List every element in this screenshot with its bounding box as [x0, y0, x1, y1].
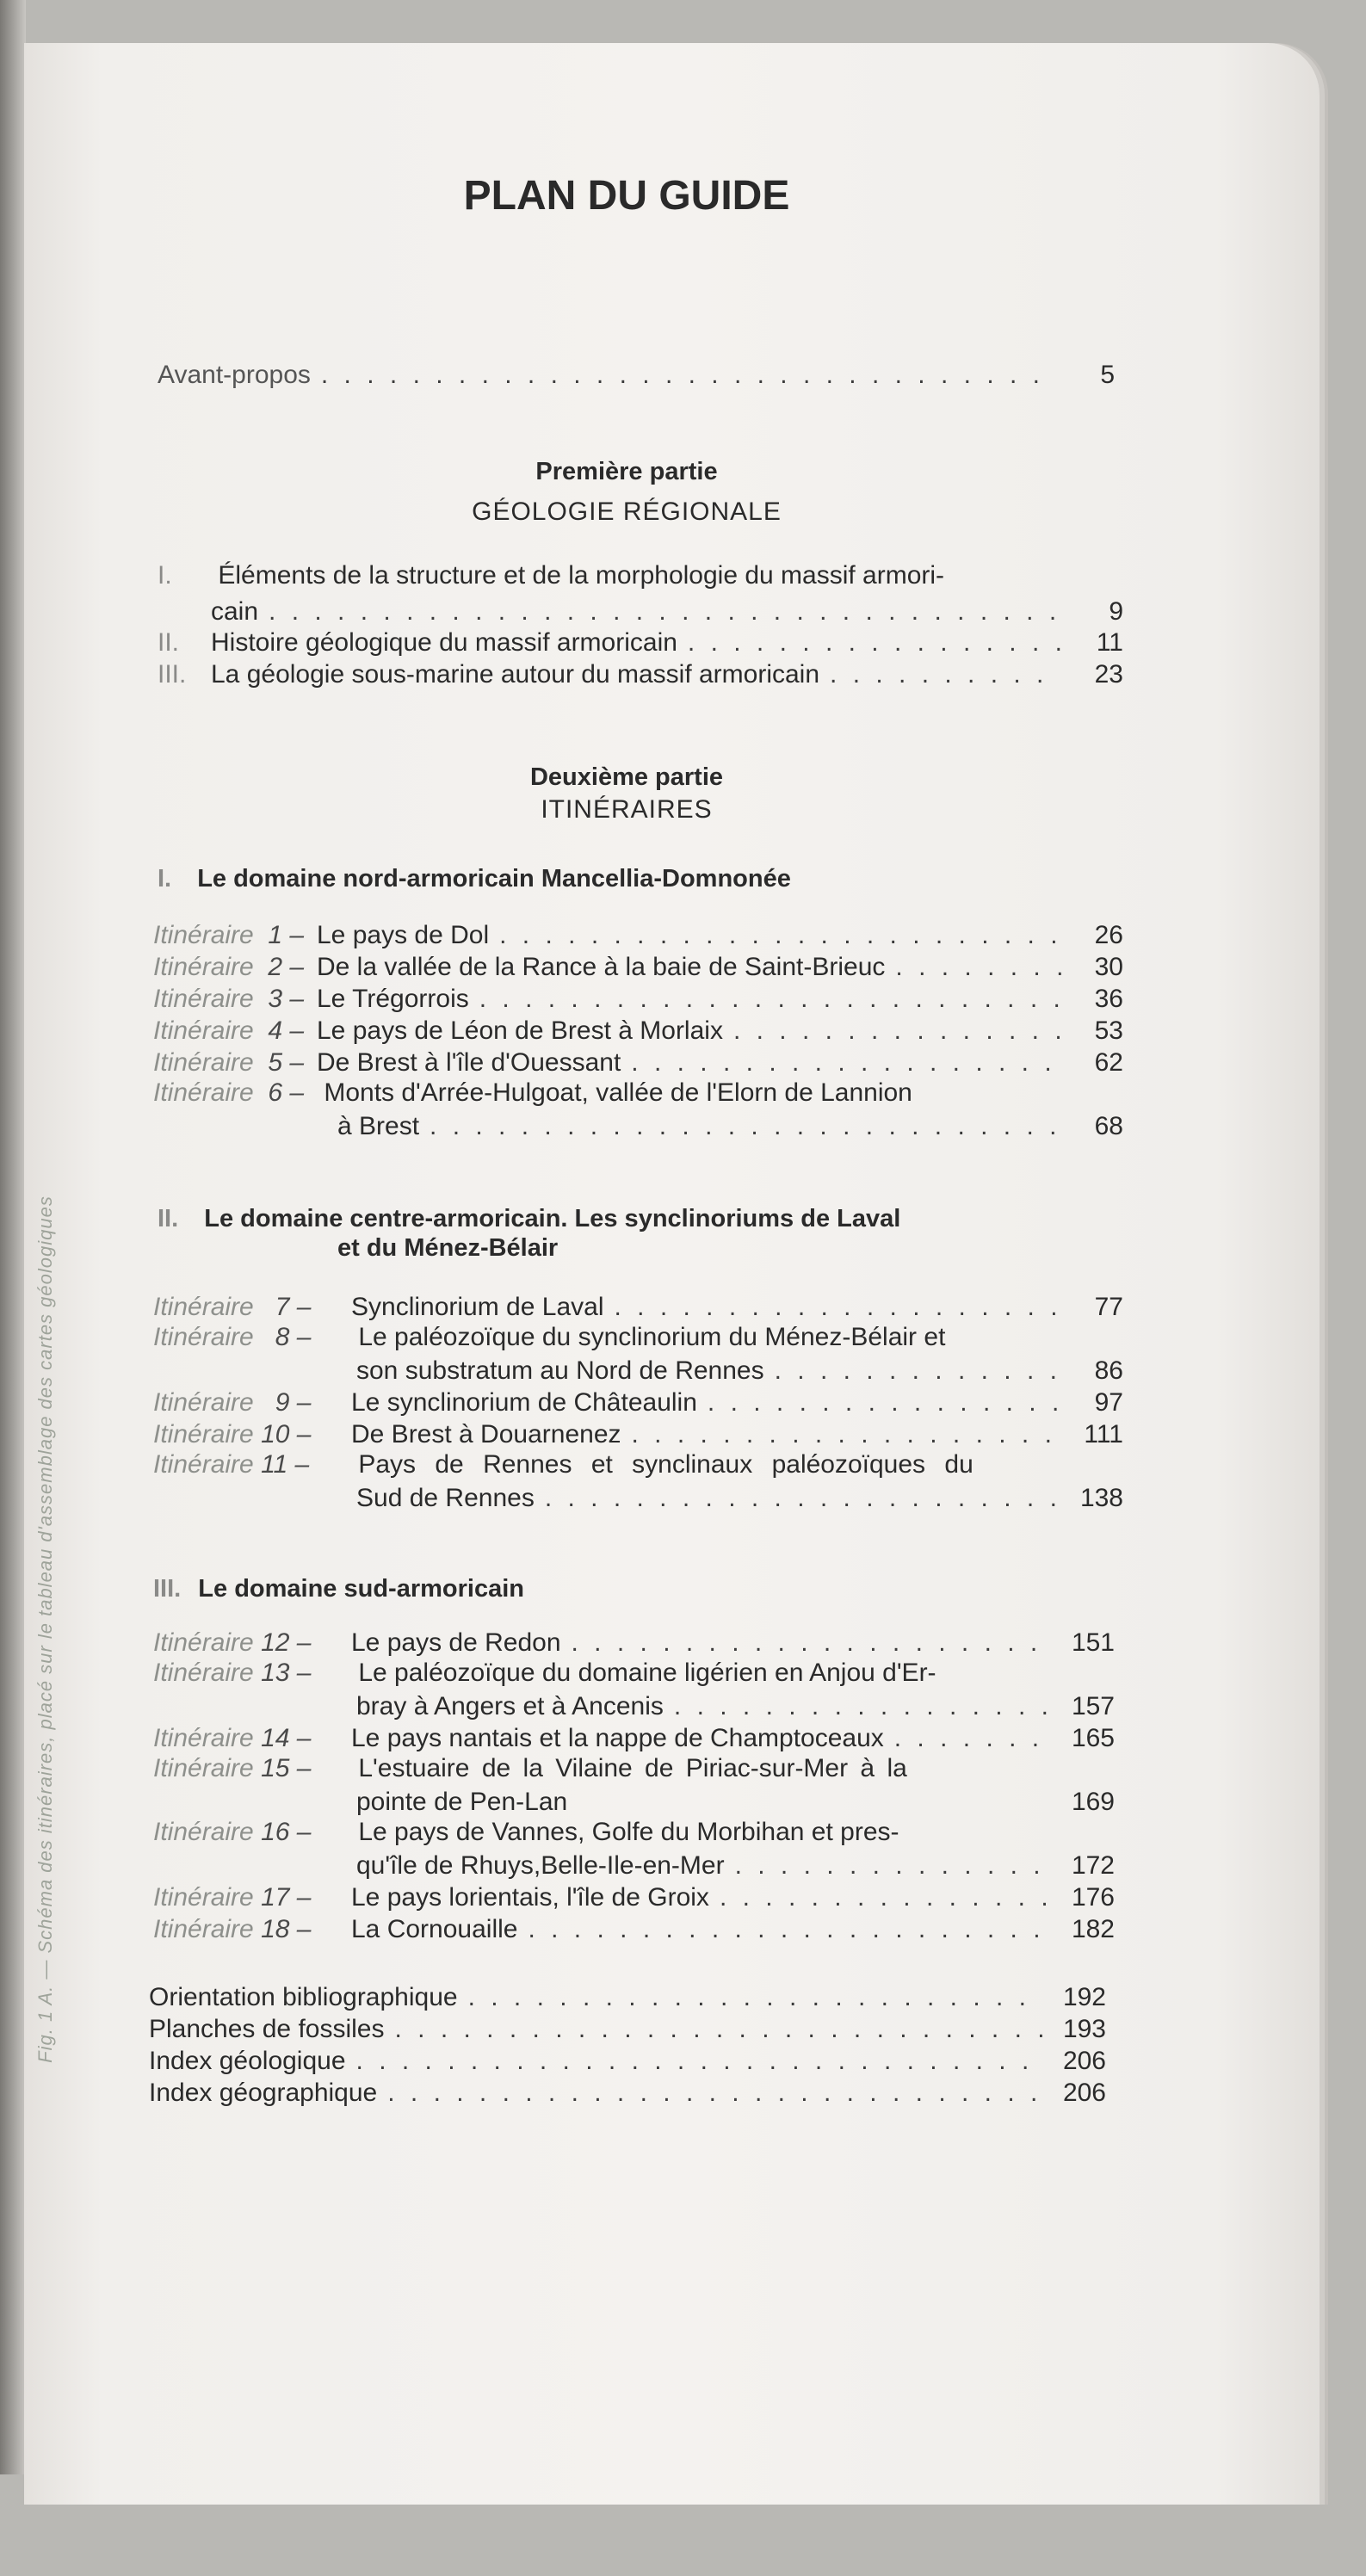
page-number: 9	[1109, 597, 1123, 626]
page-number: 172	[1071, 1851, 1115, 1880]
roman-numeral: III.	[158, 660, 187, 689]
roman-numeral: II.	[158, 628, 180, 657]
itinerary-2[interactable]	[153, 951, 1123, 984]
leader-dots	[499, 919, 1061, 952]
leader-dots	[631, 1047, 1061, 1079]
page-number: 169	[1071, 1788, 1115, 1816]
itinerary-text-continued: à Brest	[337, 1112, 420, 1140]
part-1-title: Première partie	[535, 458, 718, 485]
roman-numeral: III.	[153, 1575, 182, 1603]
back-matter-fossil-plates[interactable]	[149, 2013, 1106, 2046]
itinerary-label: Itinéraire 4 –	[153, 1016, 305, 1045]
section-1-heading	[158, 865, 791, 893]
page-number: 193	[1062, 2015, 1106, 2043]
page-number: 182	[1071, 1915, 1115, 1943]
itinerary-text: La Cornouaille	[351, 1915, 518, 1943]
itinerary-6[interactable]	[153, 1078, 912, 1108]
itinerary-text: Le pays nantais et la nappe de Champtoceaux	[351, 1724, 884, 1752]
entry-label: Avant-propos	[158, 361, 311, 389]
part-1-item-3[interactable]	[158, 658, 1123, 691]
book-page	[24, 43, 1320, 2505]
page-number: 23	[1094, 660, 1123, 689]
itinerary-text: Le paléozoïque du domaine ligérien en Anjou d'Er-	[358, 1659, 936, 1687]
leader-dots	[321, 359, 1053, 392]
itinerary-text: Le pays de Léon de Brest à Morlaix	[317, 1016, 723, 1045]
itinerary-text: Le pays de Redon	[351, 1628, 561, 1657]
itinerary-label: Itinéraire 7 –	[153, 1293, 312, 1321]
leader-dots	[733, 1015, 1061, 1047]
itinerary-text-continued: bray à Angers et à Ancenis	[356, 1692, 664, 1720]
section-title: Le domaine sud-armoricain	[198, 1575, 524, 1603]
page-number: 53	[1094, 1016, 1123, 1045]
itinerary-label: Itinéraire 15 –	[153, 1754, 312, 1782]
page-number: 206	[1062, 2047, 1106, 2075]
part-1-subtitle: GÉOLOGIE RÉGIONALE	[472, 497, 782, 526]
itinerary-1[interactable]	[153, 919, 1123, 952]
roman-numeral: I.	[158, 865, 172, 893]
leader-dots	[894, 1722, 1053, 1755]
leader-dots	[387, 2077, 1044, 2110]
itinerary-7[interactable]	[153, 1291, 1123, 1324]
part-2-title: Deuxième partie	[529, 763, 724, 791]
itinerary-text: Le paléozoïque du synclinorium du Ménez-Bélair et	[358, 1323, 946, 1351]
itinerary-9[interactable]	[153, 1387, 1123, 1419]
roman-numeral: I.	[158, 561, 172, 590]
itinerary-13[interactable]	[153, 1659, 936, 1688]
itinerary-text-continued: Sud de Rennes	[356, 1484, 535, 1512]
itinerary-text: Le pays de Vannes, Golfe du Morbihan et pres-	[358, 1818, 899, 1846]
back-matter-geographical-index[interactable]	[149, 2077, 1106, 2110]
leader-dots	[430, 1110, 1061, 1143]
itinerary-text: Le Trégorrois	[317, 985, 469, 1013]
entry-text: Histoire géologique du massif armoricain	[211, 628, 677, 657]
page-number: 86	[1094, 1356, 1123, 1385]
leader-dots	[632, 1418, 1061, 1451]
leader-dots	[545, 1482, 1061, 1515]
itinerary-label: Itinéraire 18 –	[153, 1915, 312, 1943]
part-1-item-1[interactable]	[158, 561, 944, 590]
itinerary-text: De Brest à Douarnenez	[351, 1420, 621, 1449]
page-number: 62	[1094, 1048, 1123, 1077]
itinerary-5[interactable]	[153, 1047, 1123, 1079]
leader-dots	[395, 2013, 1045, 2046]
page-number: 165	[1071, 1724, 1115, 1752]
itinerary-text: Synclinorium de Laval	[351, 1293, 604, 1321]
itinerary-text-continued: pointe de Pen-Lan	[356, 1788, 568, 1816]
itinerary-8[interactable]	[153, 1323, 945, 1352]
itinerary-text: De Brest à l'île d'Ouessant	[317, 1048, 621, 1077]
itinerary-text: De la vallée de la Rance à la baie de Saint-Brieuc	[317, 953, 886, 981]
leader-dots	[479, 983, 1061, 1016]
margin-caption: Fig. 1 A. — Schéma des itinéraires, placé sur le tableau d'assemblage des cartes géologiques	[34, 1195, 56, 2063]
itinerary-label: Itinéraire 3 –	[153, 985, 305, 1013]
leader-dots	[830, 658, 1061, 691]
page-number: 151	[1071, 1628, 1115, 1657]
entry-text: La géologie sous-marine autour du massif armoricain	[211, 660, 820, 689]
page-number: 30	[1094, 953, 1123, 981]
itinerary-15[interactable]	[153, 1754, 907, 1783]
itinerary-label: Itinéraire 5 –	[153, 1048, 305, 1077]
part-2-subtitle: ITINÉRAIRES	[541, 795, 713, 824]
leader-dots	[720, 1881, 1053, 1914]
itinerary-text-continued: son substratum au Nord de Rennes	[356, 1356, 764, 1385]
entry-text: Index géologique	[149, 2047, 346, 2075]
page-number: 192	[1062, 1983, 1106, 2011]
itinerary-8-cont[interactable]	[356, 1355, 1123, 1387]
page-number: 68	[1094, 1112, 1123, 1140]
leader-dots	[468, 1981, 1044, 2014]
itinerary-text: L'estuaire de la Vilaine de Piriac-sur-Mer à la	[358, 1754, 907, 1782]
part-1-item-1-cont[interactable]	[211, 596, 1123, 628]
page-number: 26	[1094, 921, 1123, 949]
itinerary-11[interactable]	[153, 1450, 974, 1480]
itinerary-label: Itinéraire 12 –	[153, 1628, 312, 1657]
itinerary-text: Pays de Rennes et synclinaux paléozoïques du	[358, 1450, 974, 1479]
leader-dots	[572, 1627, 1053, 1659]
part-1-item-2[interactable]	[158, 627, 1123, 659]
entry-text: Planches de fossiles	[149, 2015, 385, 2043]
roman-numeral: II.	[158, 1205, 179, 1232]
page-number: 5	[1100, 361, 1115, 389]
leader-dots	[735, 1850, 1053, 1882]
itinerary-17[interactable]	[153, 1881, 1115, 1914]
section-title: Le domaine nord-armoricain Mancellia-Domnonée	[197, 865, 791, 893]
itinerary-18[interactable]	[153, 1913, 1115, 1946]
itinerary-3[interactable]	[153, 983, 1123, 1016]
itinerary-text: Le synclinorium de Châteaulin	[351, 1388, 697, 1417]
back-matter-bibliography[interactable]	[149, 1981, 1106, 2014]
leader-dots	[688, 627, 1061, 659]
itinerary-label: Itinéraire 6 –	[153, 1078, 305, 1107]
itinerary-text-continued: qu'île de Rhuys,Belle-Ile-en-Mer	[356, 1851, 725, 1880]
itinerary-6-cont[interactable]	[337, 1110, 1123, 1143]
leader-dots	[674, 1690, 1053, 1723]
back-matter-geological-index[interactable]	[149, 2045, 1106, 2078]
leader-dots	[614, 1291, 1061, 1324]
page-number: 11	[1096, 628, 1123, 657]
leader-dots	[708, 1387, 1061, 1419]
itinerary-10[interactable]	[153, 1418, 1123, 1451]
itinerary-15-cont[interactable]	[356, 1786, 1115, 1819]
itinerary-11-cont[interactable]	[356, 1482, 1123, 1515]
itinerary-label: Itinéraire 14 –	[153, 1724, 312, 1752]
entry-text: Orientation bibliographique	[149, 1983, 458, 2011]
itinerary-label: Itinéraire 17 –	[153, 1883, 312, 1912]
page-number: 36	[1094, 985, 1123, 1013]
leader-dots	[528, 1913, 1053, 1946]
leader-dots	[269, 596, 1061, 628]
section-2-heading-cont: et du Ménez-Bélair	[337, 1234, 559, 1262]
itinerary-12[interactable]	[153, 1627, 1115, 1659]
itinerary-text: Le pays lorientais, l'île de Groix	[351, 1883, 709, 1912]
page-number: 111	[1084, 1420, 1123, 1449]
itinerary-16[interactable]	[153, 1818, 899, 1847]
page-number: 77	[1094, 1293, 1123, 1321]
itinerary-4[interactable]	[153, 1015, 1123, 1047]
itinerary-label: Itinéraire 16 –	[153, 1818, 312, 1846]
table-of-contents	[24, 43, 1320, 2505]
leader-dots	[356, 2045, 1044, 2078]
page-number: 138	[1079, 1484, 1123, 1512]
page-number: 176	[1071, 1883, 1115, 1912]
page-number: 206	[1062, 2079, 1106, 2107]
itinerary-label: Itinéraire 8 –	[153, 1323, 312, 1351]
itinerary-text: Le pays de Dol	[317, 921, 490, 949]
entry-text-continued: cain	[211, 597, 259, 626]
entry-text: Éléments de la structure et de la morphologie du massif armori-	[218, 561, 945, 590]
leader-dots	[895, 951, 1061, 984]
section-2-heading	[158, 1205, 900, 1233]
section-title: Le domaine centre-armoricain. Les synclinoriums de Laval	[204, 1205, 901, 1232]
entry-text: Index géographique	[149, 2079, 378, 2107]
page-title: PLAN DU GUIDE	[463, 173, 790, 219]
itinerary-14[interactable]	[153, 1722, 1115, 1755]
section-3-heading	[153, 1575, 524, 1603]
itinerary-16-cont[interactable]	[356, 1850, 1115, 1882]
itinerary-label: Itinéraire 2 –	[153, 953, 305, 981]
itinerary-label: Itinéraire 9 –	[153, 1388, 312, 1417]
itinerary-13-cont[interactable]	[356, 1690, 1115, 1723]
book-spine	[0, 0, 26, 2474]
page-number: 97	[1094, 1388, 1123, 1417]
itinerary-label: Itinéraire 11 –	[153, 1450, 310, 1479]
itinerary-label: Itinéraire 13 –	[153, 1659, 312, 1687]
itinerary-label: Itinéraire 10 –	[153, 1420, 312, 1449]
page-number: 157	[1071, 1692, 1115, 1720]
itinerary-label: Itinéraire 1 –	[153, 921, 305, 949]
leader-dots	[775, 1355, 1061, 1387]
toc-entry-avant-propos[interactable]	[158, 359, 1115, 392]
itinerary-text: Monts d'Arrée-Hulgoat, vallée de l'Elorn de Lannion	[324, 1078, 912, 1107]
